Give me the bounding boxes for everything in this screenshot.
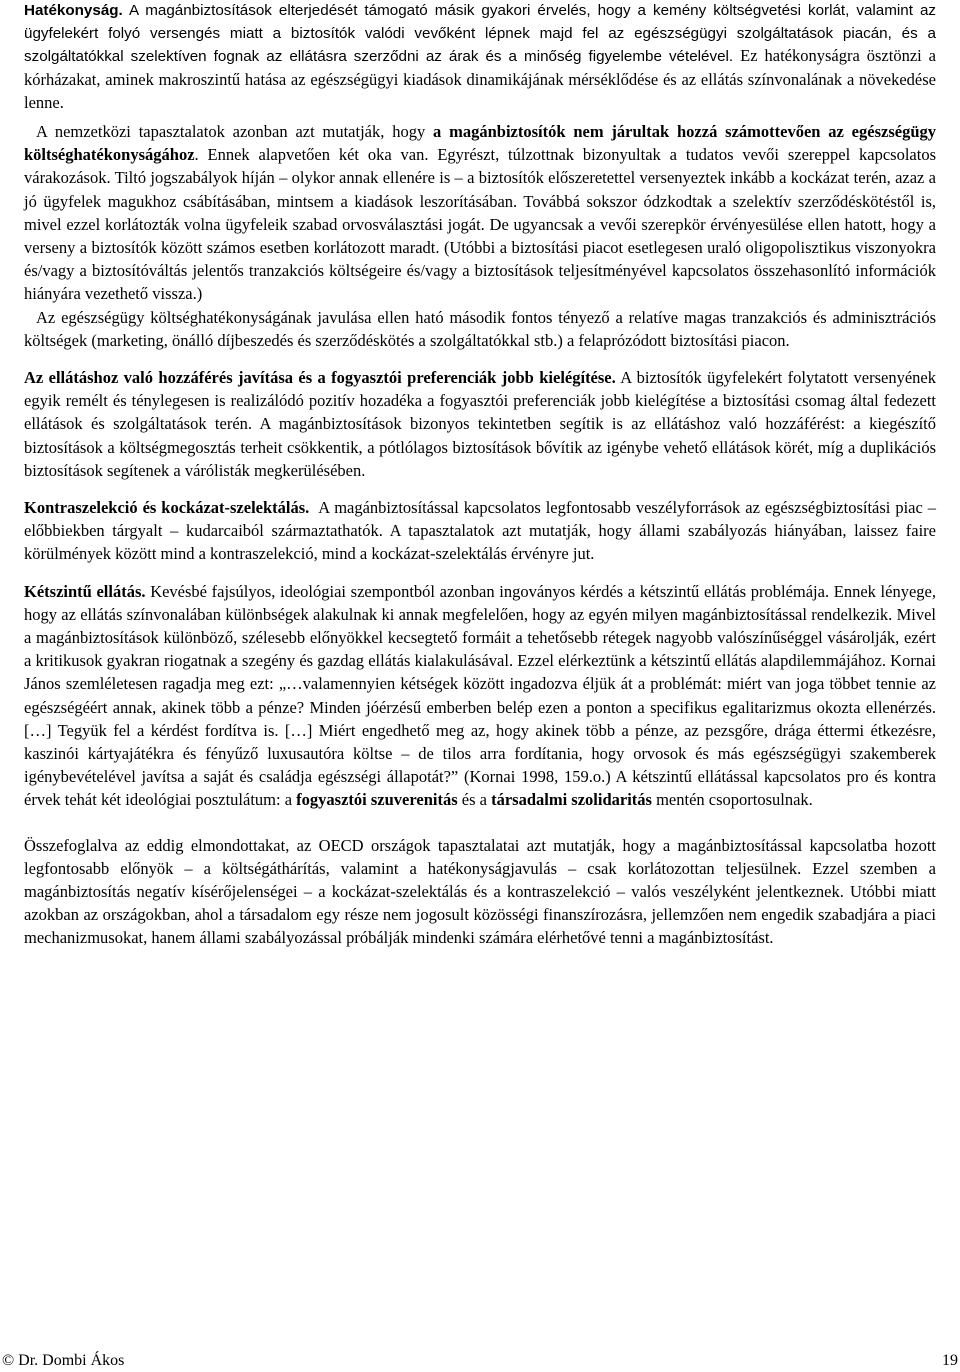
paragraph-text: A magánbiztosítások elterjedését támogató másik gyakori érvelés, hogy a kemény költségvetési korlát, valamint az ügyfelekért folyó versengés miatt a biztosítók valódi vevőként lépnek majd fel az egészségügyi szolgáltatások piacán, és a szolgáltatókkal szelektíven fognak az ellátásra szerződni az árak és a minőség figyelembe vételével. <box>24 2 936 66</box>
bold-term: fogyasztói szuverenitás <box>296 790 458 810</box>
page-footer <box>2 1352 958 1370</box>
paragraph-efficiency <box>24 0 936 116</box>
page-number: 19 <box>942 1352 958 1369</box>
footer-author: © Dr. Dombi Ákos <box>2 1352 125 1369</box>
paragraph-transaction-costs: Az egészségügy költséghatékonyságának javulása ellen ható második fontos tényező a relatíve magas tranzakciós és adminisztrációs költségek (marketing, önálló díjbeszedés és szerződéskötés a szolgáltatókkal stb.) a felaprózódott biztosítási piacon. <box>24 307 936 350</box>
paragraph-two-tier <box>24 580 936 812</box>
heading-adverse-selection: Kontraszelekció és kockázat-szelektálás. <box>24 498 310 518</box>
paragraph-text: és a <box>457 790 492 810</box>
heading-two-tier: Kétszintű ellátás. <box>24 581 146 601</box>
paragraph-text-serif: Ez hatékonyságra ösztönzi a kórházakat, aminek makroszintű hatása az egészségügyi kiadások dinamikájának mérséklődése és az ellátás színvonalának a növekedése lenne. <box>24 46 936 113</box>
paragraph-access <box>24 366 936 482</box>
paragraph-adverse-selection <box>24 496 941 566</box>
paragraph-text: A biztosítók ügyfelekért folytatott versenyének egyik remélt és ténylegesen is realizálódó pozitív hozadéka a fogyasztói preferenciák jobb kielégítése a biztosítási csomag által fedezett ellátások és szolgáltatások terén. A magánbiztosítások bizonyos tekintetben segítik is az ellátáshoz való hozzáférést: a kiegészítő biztosítások a költségmegosztás terheit csökkentik, a pótlólagos biztosítások bővítik az igénybe vehető ellátások körét, míg a duplikációs biztosítások segítenek a várólisták megkerülésében. <box>24 368 936 480</box>
document-page <box>24 0 941 950</box>
paragraph-text: Kevésbé fajsúlyos, ideológiai szempontból azonban ingoványos kérdés a kétszintű ellátás problémája. Ennek lényege, hogy az ellátás színvonalában különbségek alakulnak ki annak megfelelően, hogy az egyén milyen magánbiztosítással rendelkezik. Mivel a magánbiztosítások különböző, szélesebb előnyökkel kecsegtető formáit a tehetősebb rétegek nagyobb valószínűséggel vásárolják, ezért a kritikusok gyakran riogatnak a szegény és gazdag ellátás kialakulásával. Ezzel elérkeztünk a kétszintű ellátás alapdilemmájához. Kornai János szemléletesen ragadja meg ezt: „…valamennyien kétségek között ingadozva éljük át a problémát: miért van joga többet tennie az egészségéért annak, akinek több a pénze? Minden jóérzésű emberben belép ezen a ponton a specifikus egalitarizmus okozta ellenérzés. […] Tegyük fel a kérdést fordítva is. […] Miért engedhető meg az, hogy akinek több a pénze, az pezsgőre, drága éttermi étkezésre, kaszinói kártyajátékra és fényűző luxusautóra költse – de tilos arra fordítania, hogy orvosok és más egészségügyi szakemberek igénybevételével javítsa a saját és családja egészségi állapotát?” (Kornai 1998, 159.o.) A kétszintű ellátással kapcsolatos pro és kontra érvek tehát két ideológiai posztulátum: a <box>24 581 936 810</box>
paragraph-text: A magánbiztosítással kapcsolatos legfontosabb veszélyforrások az egészségbiztosítási piac – előbbiekben tárgyalt – kudarcaiból származtathatók. A tapasztalatok azt mutatják, hogy állami szabályozás hiányában, laissez faire körülmények között mind a kontraszelekció, mind a kockázat-szelektálás érvényre jut. <box>24 498 941 564</box>
heading-access: Az ellátáshoz való hozzáférés javítása és a fogyasztói preferenciák jobb kielégítése. <box>24 368 616 387</box>
bold-statement: a magánbiztosítók nem járultak hozzá számottevően az egészségügy költséghatékonyságához <box>24 121 936 165</box>
paragraph-text: A nemzetközi tapasztalatok azonban azt mutatják, hogy <box>36 121 434 141</box>
bold-term: társadalmi szolidaritás <box>491 790 652 810</box>
paragraph-text: mentén csoportosulnak. <box>651 790 813 810</box>
paragraph-international-experience <box>24 120 936 306</box>
paragraph-text: . Ennek alapvetően két oka van. Egyrészt, túlzottnak bizonyultak a tudatos vevői szereppel kapcsolatos várakozások. Tiltó jogszabályok híján – olykor annak ellenére is – a biztosítók előszeretettel versenyeztek inkább a kockázat terén, azaz a jó ügyfelek magukhoz csábításában, mintsem a kiadások leszorításában. Továbbá sokszor ódzkodtak a szelektív szerződéskötéstől is, mivel ezzel korlátozták volna ügyfeleik szabad orvosválasztási jogát. De ugyancsak a vevői szerepkör érvényesülése ellen hatott, hogy a verseny a biztosítók között számos esetben korlátozott maradt. (Utóbbi a biztosítási piacot esetlegesen uraló oligopolisztikus viszonyokra és/vagy a biztosítóváltás jelentős tranzakciós költségeire és/vagy a biztosítások teljesítményével kapcsolatos összehasonlító információk hiányára vezethető vissza.) <box>24 145 936 304</box>
heading-efficiency: Hatékonyság. <box>24 2 123 19</box>
paragraph-summary: Összefoglalva az eddig elmondottakat, az OECD országok tapasztalatai azt mutatják, hogy a magánbiztosítással kapcsolatba hozott legfontosabb előnyök – a költségáthárítás, valamint a hatékonyságjavulás – csak korlátozottan teljesülnek. Ezzel szemben a magánbiztosítás negatív kísérőjelenségei – a kockázat-szelektálás és a kontraszelekció – valós veszélyként jelentkeznek. Utóbbi miatt azokban az országokban, ahol a társadalom egy része nem jogosult közösségi finanszírozásra, jellemzően nem engedik szabadjára a piaci mechanizmusokat, hanem állami szabályozással próbálják mindenki számára elérhetővé tenni a magánbiztosítást. <box>24 835 936 948</box>
